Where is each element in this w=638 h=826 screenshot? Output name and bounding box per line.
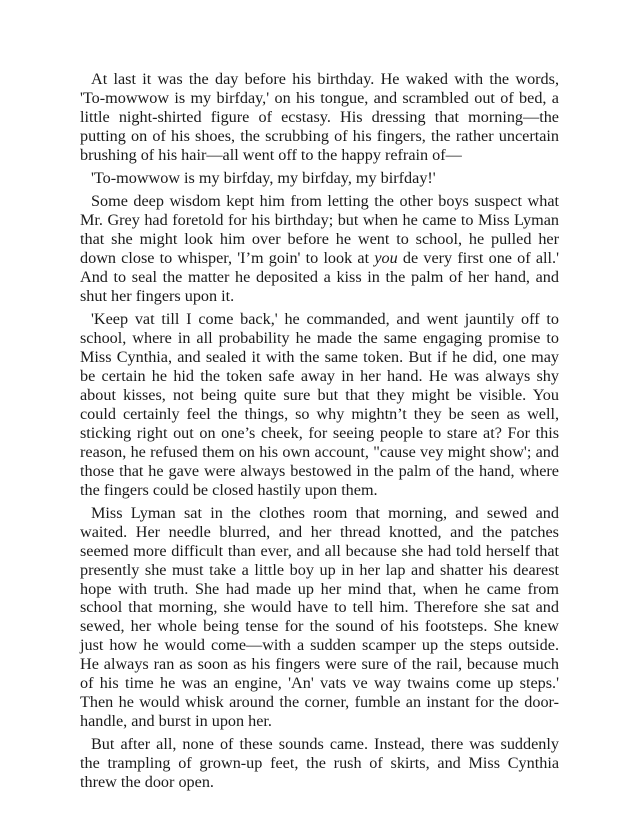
paragraph-2-text: 'To-mowwow is my birfday, my birfday, my birfday!' — [91, 169, 436, 188]
document-page — [80, 70, 559, 797]
paragraph-5-text: Miss Lyman sat in the clothes room that morning, and sewed and waited. Her needle blurred, and her thread knotted, and the patches seemed more difficult than ever, and all because she had told herself that presently she must take a little boy up in her lap and shatter his dearest hope with truth. She had made up her mind that, when he came from school that morning, she would have to tell him. Therefore she sat and sewed, her whole being tense for the sound of his footsteps. She knew just how he would come—with a sudden scamper up the steps outside. He always ran as soon as his fingers were sure of the rail, because much of his time he was an engine, 'An' vats ve way twains come up steps.' Then he would whisk around the corner, fumble an instant for the door-handle, and burst in upon her. — [80, 503, 559, 730]
paragraph-3 — [80, 192, 559, 305]
paragraph-1-text: At last it was the day before his birthday. He waked with the words, 'To-mowwow is my birfday,' on his tongue, and scrambled out of bed, a little night-shirted figure of ecstasy. His dressing that morning—the putting on of his shoes, the scrubbing of his fingers, the rather uncertain brushing of his hair—all went off to the happy refrain of— — [80, 70, 559, 164]
paragraph-5 — [80, 504, 559, 731]
paragraph-3-text-start: Some deep wisdom kept him from letting the other boys suspect what Mr. Grey had foretold for his birthday; but when he came to Miss Lyman that she might look him over before he went to school, he pulled her down close to whisper, 'I’m goin' to look at — [80, 192, 559, 268]
paragraph-6-text: But after all, none of these sounds came. Instead, there was suddenly the trampling of grown-up feet, the rush of skirts, and Miss Cynthia threw the door open. — [80, 735, 559, 792]
paragraph-1 — [80, 70, 559, 165]
paragraph-4 — [80, 310, 559, 499]
paragraph-3-text-end: de very first one of all.' And to seal the matter he deposited a kiss in the palm of her hand, and shut her fingers upon it. — [80, 249, 559, 305]
paragraph-3-emphasis: you — [374, 249, 398, 268]
paragraph-2 — [80, 169, 559, 188]
paragraph-4-text: 'Keep vat till I come back,' he commanded, and went jauntily off to school, where in all probability he made the same engaging promise to Miss Cynthia, and sealed it with the same token. But if he did, one may be certain he hid the token safe away in her hand. He was always shy about kisses, not being quite sure but that they might be visible. You could certainly feel the things, so why mightn’t they be seen as well, sticking right out on one’s cheek, for seeing people to stare at? For this reason, he refused them on his own account, "cause vey might show'; and those that he gave were always bestowed in the palm of the hand, where the fingers could be closed hastily upon them. — [80, 310, 559, 499]
paragraph-6 — [80, 735, 559, 792]
